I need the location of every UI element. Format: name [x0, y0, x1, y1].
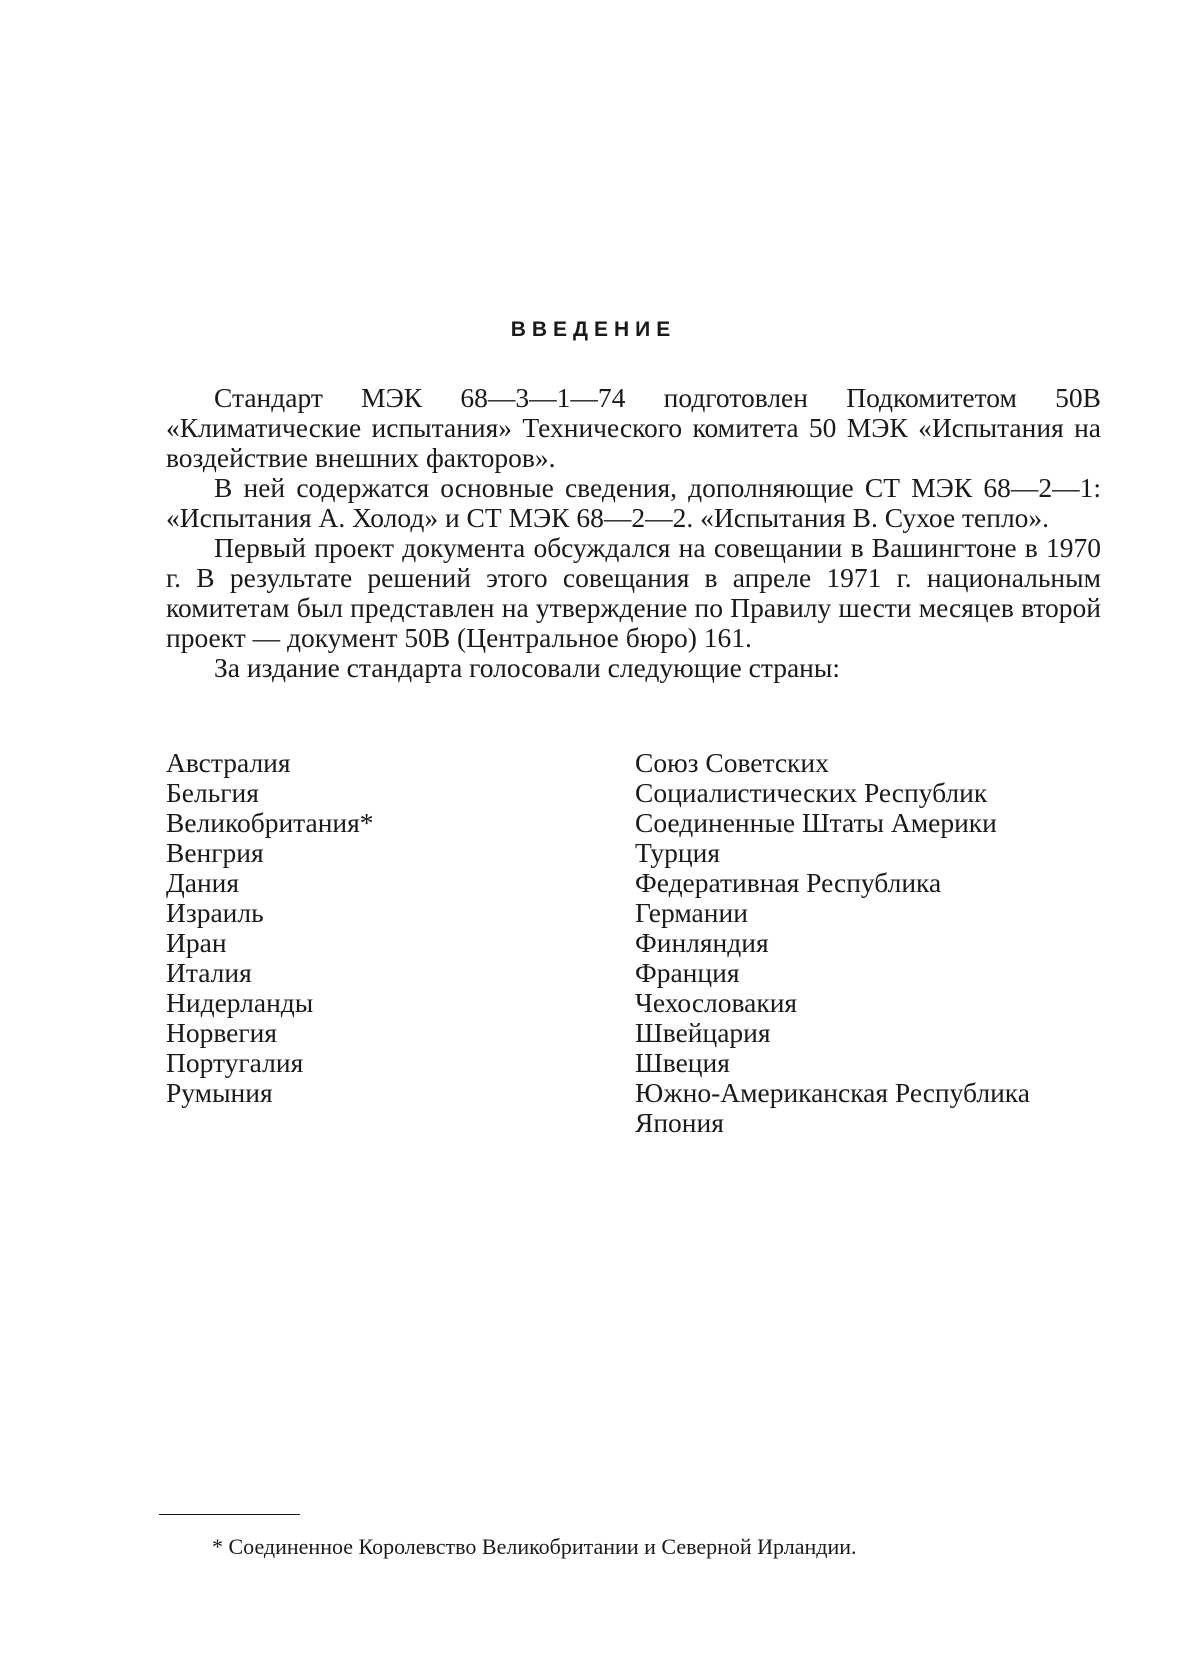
list-item: Федеративная Республика	[635, 867, 942, 898]
list-item: Нидерланды	[166, 987, 314, 1018]
footnote: * Соединенное Королевство Великобритании и Северной Ирландии.	[212, 1534, 857, 1559]
list-item: Португалия	[166, 1047, 304, 1078]
list-item: Бельгия	[166, 777, 259, 808]
country-list-right	[635, 748, 1101, 1138]
list-item: Венгрия	[166, 837, 264, 868]
list-item: Социалистических Республик	[635, 777, 988, 808]
country-list-left	[166, 748, 606, 1108]
list-item: Союз Советских	[635, 747, 829, 778]
list-item: Япония	[635, 1107, 724, 1138]
paragraph: Стандарт МЭК 68—3—1—74 подготовлен Подкомитетом 50В «Климатические испытания» Технического комитета 50 МЭК «Испытания на воздействие внешних факторов».	[166, 382, 1101, 473]
list-item: Соединенные Штаты Америки	[635, 807, 997, 838]
list-item: Израиль	[166, 897, 264, 928]
list-item: Иран	[166, 927, 227, 958]
page-title: ВВЕДЕНИЕ	[510, 318, 677, 341]
list-item: Румыния	[166, 1077, 273, 1108]
list-item: Австралия	[166, 747, 291, 778]
list-item: Норвегия	[166, 1017, 278, 1048]
intro-text	[166, 383, 1101, 683]
list-item: Финляндия	[635, 927, 769, 958]
footnote-divider	[159, 1514, 300, 1515]
list-item: Швейцария	[635, 1017, 771, 1048]
paragraph: В ней содержатся основные сведения, дополняющие СТ МЭК 68—2—1: «Испытания А. Холод» и СТ МЭК 68—2—2. «Испытания В. Сухое тепло».	[166, 472, 1101, 533]
list-item: Швеция	[635, 1047, 730, 1078]
paragraph-voting-intro: За издание стандарта голосовали следующие страны:	[214, 652, 841, 683]
list-item: Франция	[635, 957, 740, 988]
list-item: Великобритания*	[166, 807, 374, 838]
list-item: Турция	[635, 837, 721, 868]
list-item: Чехословакия	[635, 987, 798, 1018]
list-item: Германии	[635, 897, 748, 928]
paragraph: Первый проект документа обсуждался на совещании в Вашингтоне в 1970 г. В результате решений этого совещания в апреле 1971 г. национальным комитетам был представлен на утверждение по Правилу шести месяцев второй проект — документ 50В (Центральное бюро) 161.	[166, 532, 1101, 653]
list-item: Италия	[166, 957, 252, 988]
list-item: Дания	[166, 867, 240, 898]
list-item: Южно-Американская Республика	[635, 1077, 1030, 1108]
